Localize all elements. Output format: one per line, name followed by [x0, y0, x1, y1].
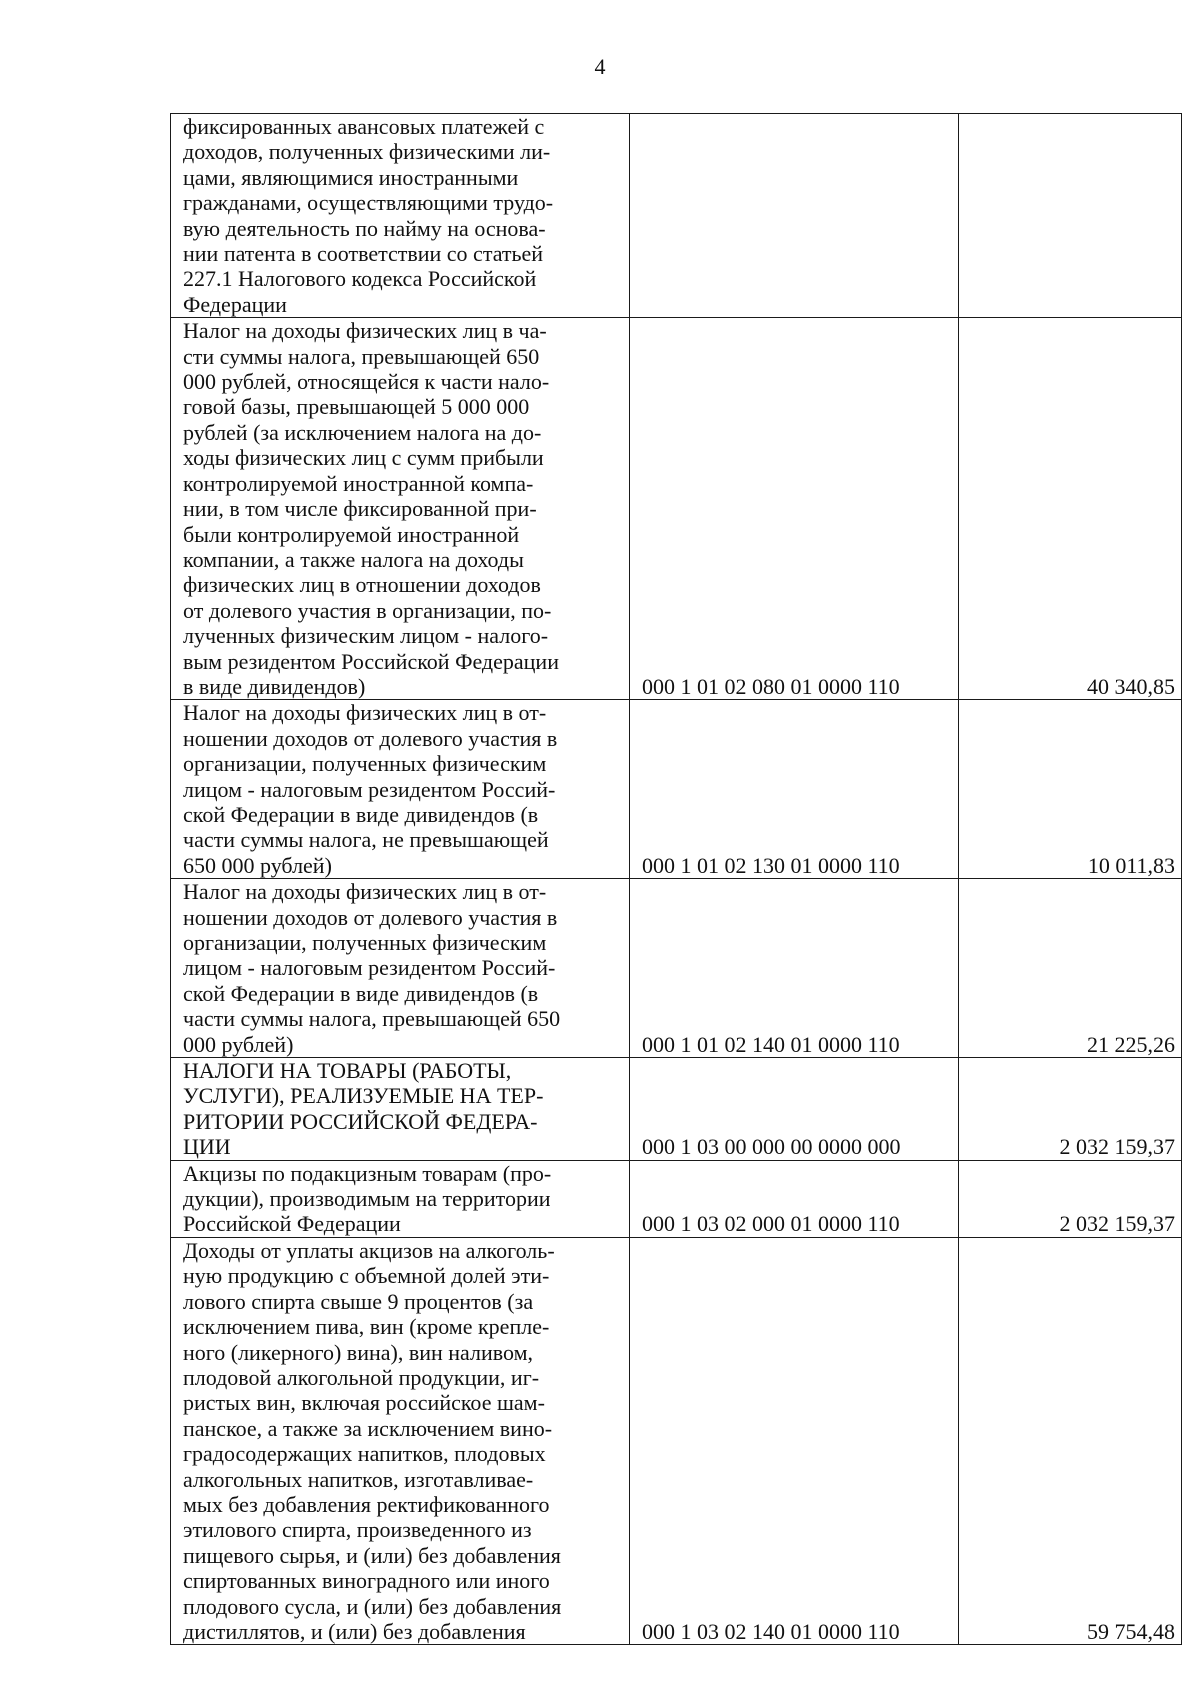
amount-cell: 2 032 159,37	[959, 1160, 1182, 1237]
revenue-name-line: исключением пива, вин (кроме крепле-	[183, 1314, 550, 1340]
amount-cell: 10 011,83	[959, 700, 1182, 879]
revenue-name-line: лового спирта свыше 9 процентов (за	[183, 1288, 534, 1314]
revenue-name-line: организации, полученных физическим	[183, 930, 547, 955]
revenue-name-line: Налог на доходы физических лиц в от-	[183, 879, 547, 905]
revenue-name-line: плодовой алкогольной продукции, иг-	[183, 1364, 540, 1390]
revenue-name-cell	[171, 1058, 630, 1161]
revenue-name-line: 000 рублей)	[183, 1031, 294, 1057]
revenue-name-line: дистиллятов, и (или) без добавления	[183, 1618, 526, 1644]
revenue-name-line: ного (ликерного) вина), вин наливом,	[183, 1339, 533, 1365]
revenue-name-line: Российской Федерации	[183, 1211, 401, 1237]
revenue-name-cell	[171, 700, 630, 879]
revenue-name-line: Налог на доходы физических лиц в ча-	[183, 318, 547, 344]
budget-code-cell: 000 1 01 02 140 01 0000 110	[630, 879, 959, 1058]
revenue-name-line: лицом - налоговым резидентом Россий-	[183, 776, 556, 802]
revenue-name-line: панское, а также за исключением вино-	[183, 1415, 553, 1441]
revenue-name-line: нии патента в соответствии со статьей	[183, 241, 544, 267]
revenue-name-line: лицом - налоговым резидентом Россий-	[183, 955, 556, 981]
revenue-name-line: ную продукцию с объемной долей эти-	[183, 1263, 550, 1289]
revenue-name-line: плодового сусла, и (или) без добавления	[183, 1593, 562, 1619]
revenue-name-cell	[171, 1160, 630, 1237]
budget-code-cell: 000 1 01 02 080 01 0000 110	[630, 318, 959, 700]
revenue-name-line: мых без добавления ректификованного	[183, 1491, 550, 1517]
amount-cell: 2 032 159,37	[959, 1058, 1182, 1161]
revenue-name-line: Акцизы по подакцизным товарам (про-	[183, 1160, 552, 1186]
amount-cell	[959, 114, 1182, 318]
revenue-name-line: организации, полученных физическим	[183, 751, 547, 777]
revenue-name-line: физических лиц в отношении доходов	[183, 572, 541, 598]
revenue-name-line: гражданами, осуществляющими трудо-	[183, 190, 554, 216]
table-row	[171, 879, 1182, 1058]
revenue-name-line: этилового спирта, произведенного из	[183, 1517, 532, 1543]
revenue-name-line: 650 000 рублей)	[183, 852, 332, 878]
revenue-name-line: были контролируемой иностранной	[183, 521, 520, 547]
revenue-name-line: в виде дивидендов)	[183, 673, 366, 699]
revenue-name-line: фиксированных авансовых платежей с	[183, 114, 545, 139]
revenue-name-line: цами, являющимися иностранными	[183, 164, 519, 190]
budget-code-cell: 000 1 03 02 140 01 0000 110	[630, 1237, 959, 1645]
revenue-name-line: ЦИИ	[183, 1134, 231, 1160]
revenue-name-line: части суммы налога, не превышающей	[183, 827, 549, 853]
revenue-name-line: РИТОРИИ РОССИЙСКОЙ ФЕДЕРА-	[183, 1108, 538, 1134]
revenue-name-line: пищевого сырья, и (или) без добавления	[183, 1542, 561, 1568]
revenue-name-line: ской Федерации в виде дивидендов (в	[183, 980, 539, 1006]
amount-cell: 59 754,48	[959, 1237, 1182, 1645]
budget-code-cell	[630, 114, 959, 318]
revenue-name-line: ходы физических лиц с сумм прибыли	[183, 445, 544, 471]
revenue-name-line: УСЛУГИ), РЕАЛИЗУЕМЫЕ НА ТЕР-	[183, 1083, 544, 1109]
revenue-name-cell	[171, 114, 630, 318]
table-row	[171, 318, 1182, 700]
revenue-name-line: вым резидентом Российской Федерации	[183, 648, 559, 674]
revenue-name-line: от долевого участия в организации, по-	[183, 597, 552, 623]
revenue-name-line: спиртованных виноградного или иного	[183, 1568, 550, 1594]
table-row	[171, 1160, 1182, 1237]
revenue-name-line: ношении доходов от долевого участия в	[183, 725, 558, 751]
revenue-name-line: градосодержащих напитков, плодовых	[183, 1441, 546, 1467]
table-row	[171, 114, 1182, 318]
revenue-name-cell	[171, 879, 630, 1058]
budget-code-cell: 000 1 01 02 130 01 0000 110	[630, 700, 959, 879]
revenue-name-line: доходов, полученных физическими ли-	[183, 139, 551, 165]
revenue-name-line: НАЛОГИ НА ТОВАРЫ (РАБОТЫ,	[183, 1058, 512, 1084]
revenue-name-line: ской Федерации в виде дивидендов (в	[183, 801, 539, 827]
revenue-table	[170, 113, 1182, 1645]
revenue-name-line: вую деятельность по найму на основа-	[183, 215, 546, 241]
revenue-name-line: алкогольных напитков, изготавливае-	[183, 1466, 534, 1492]
revenue-name-line: Налог на доходы физических лиц в от-	[183, 700, 547, 726]
revenue-name-line: 000 рублей, относящейся к части нало-	[183, 369, 550, 395]
revenue-name-cell	[171, 318, 630, 700]
table-row	[171, 1237, 1182, 1645]
revenue-name-line: Федерации	[183, 291, 287, 317]
revenue-name-line: ношении доходов от долевого участия в	[183, 904, 558, 930]
table-row	[171, 1058, 1182, 1161]
revenue-name-line: контролируемой иностранной компа-	[183, 470, 534, 496]
page-number: 4	[594, 54, 606, 79]
revenue-name-line: дукции), производимым на территории	[183, 1186, 551, 1212]
revenue-name-line: говой базы, превышающей 5 000 000	[183, 394, 530, 420]
amount-cell: 40 340,85	[959, 318, 1182, 700]
revenue-name-line: части суммы налога, превышающей 650	[183, 1006, 561, 1032]
revenue-name-line: Доходы от уплаты акцизов на алкоголь-	[183, 1237, 555, 1263]
table-row	[171, 700, 1182, 879]
revenue-name-cell	[171, 1237, 630, 1645]
revenue-name-line: лученных физическим лицом - налого-	[183, 623, 549, 649]
revenue-name-line: рублей (за исключением налога на до-	[183, 419, 542, 445]
revenue-name-line: 227.1 Налогового кодекса Российской	[183, 266, 537, 292]
revenue-name-line: компании, а также налога на доходы	[183, 546, 524, 572]
revenue-name-line: ристых вин, включая российское шам-	[183, 1390, 545, 1416]
amount-cell: 21 225,26	[959, 879, 1182, 1058]
revenue-name-line: нии, в том числе фиксированной при-	[183, 496, 537, 522]
budget-code-cell: 000 1 03 02 000 01 0000 110	[630, 1160, 959, 1237]
budget-code-cell: 000 1 03 00 000 00 0000 000	[630, 1058, 959, 1161]
revenue-name-line: сти суммы налога, превышающей 650	[183, 343, 540, 369]
